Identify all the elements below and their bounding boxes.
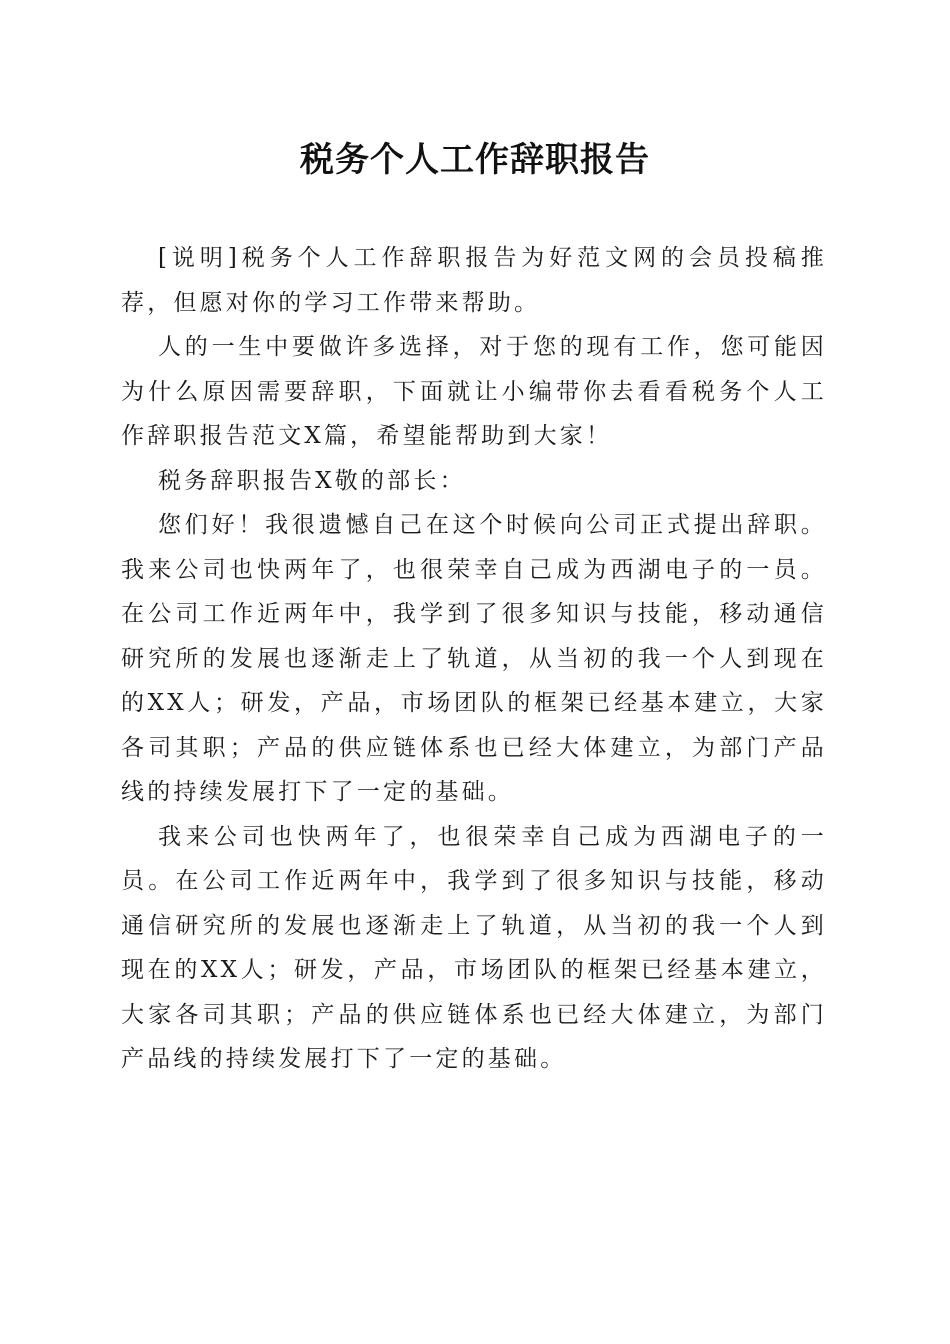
salutation-paragraph: 税务辞职报告X敬的部长： [158, 467, 466, 494]
body-paragraph: 我来公司也快两年了，也很荣幸自己成为西湖电子的一员。在公司工作近两年中，我学到了很多知识与技能，移动通信研究所的发展也逐渐走上了轨道，从当初的我一个人到现在的XX人；研发，产品，市场团队的框架已经基本建立，大家各司其职；产品的供应链体系也已经大体建立，为部门产品线的持续发展打下了一定的基础。 [121, 823, 827, 1072]
page-title: 税务个人工作辞职报告 [300, 140, 650, 180]
preface-paragraph: 人的一生中要做许多选择，对于您的现有工作，您可能因为什么原因需要辞职，下面就让小编带你去看看税务个人工作辞职报告范文X篇，希望能帮助到大家！ [121, 334, 827, 449]
body-paragraph: 您们好！我很遗憾自己在这个时候向公司正式提出辞职。我来公司也快两年了，也很荣幸自己成为西湖电子的一员。在公司工作近两年中，我学到了很多知识与技能，移动通信研究所的发展也逐渐走上了轨道，从当初的我一个人到现在的XX人；研发，产品，市场团队的框架已经基本建立，大家各司其职；产品的供应链体系也已经大体建立，为部门产品线的持续发展打下了一定的基础。 [121, 512, 827, 805]
intro-note-paragraph: [说明]税务个人工作辞职报告为好范文网的会员投稿推荐，但愿对你的学习工作带来帮助。 [121, 245, 827, 316]
document-body [121, 236, 827, 1082]
